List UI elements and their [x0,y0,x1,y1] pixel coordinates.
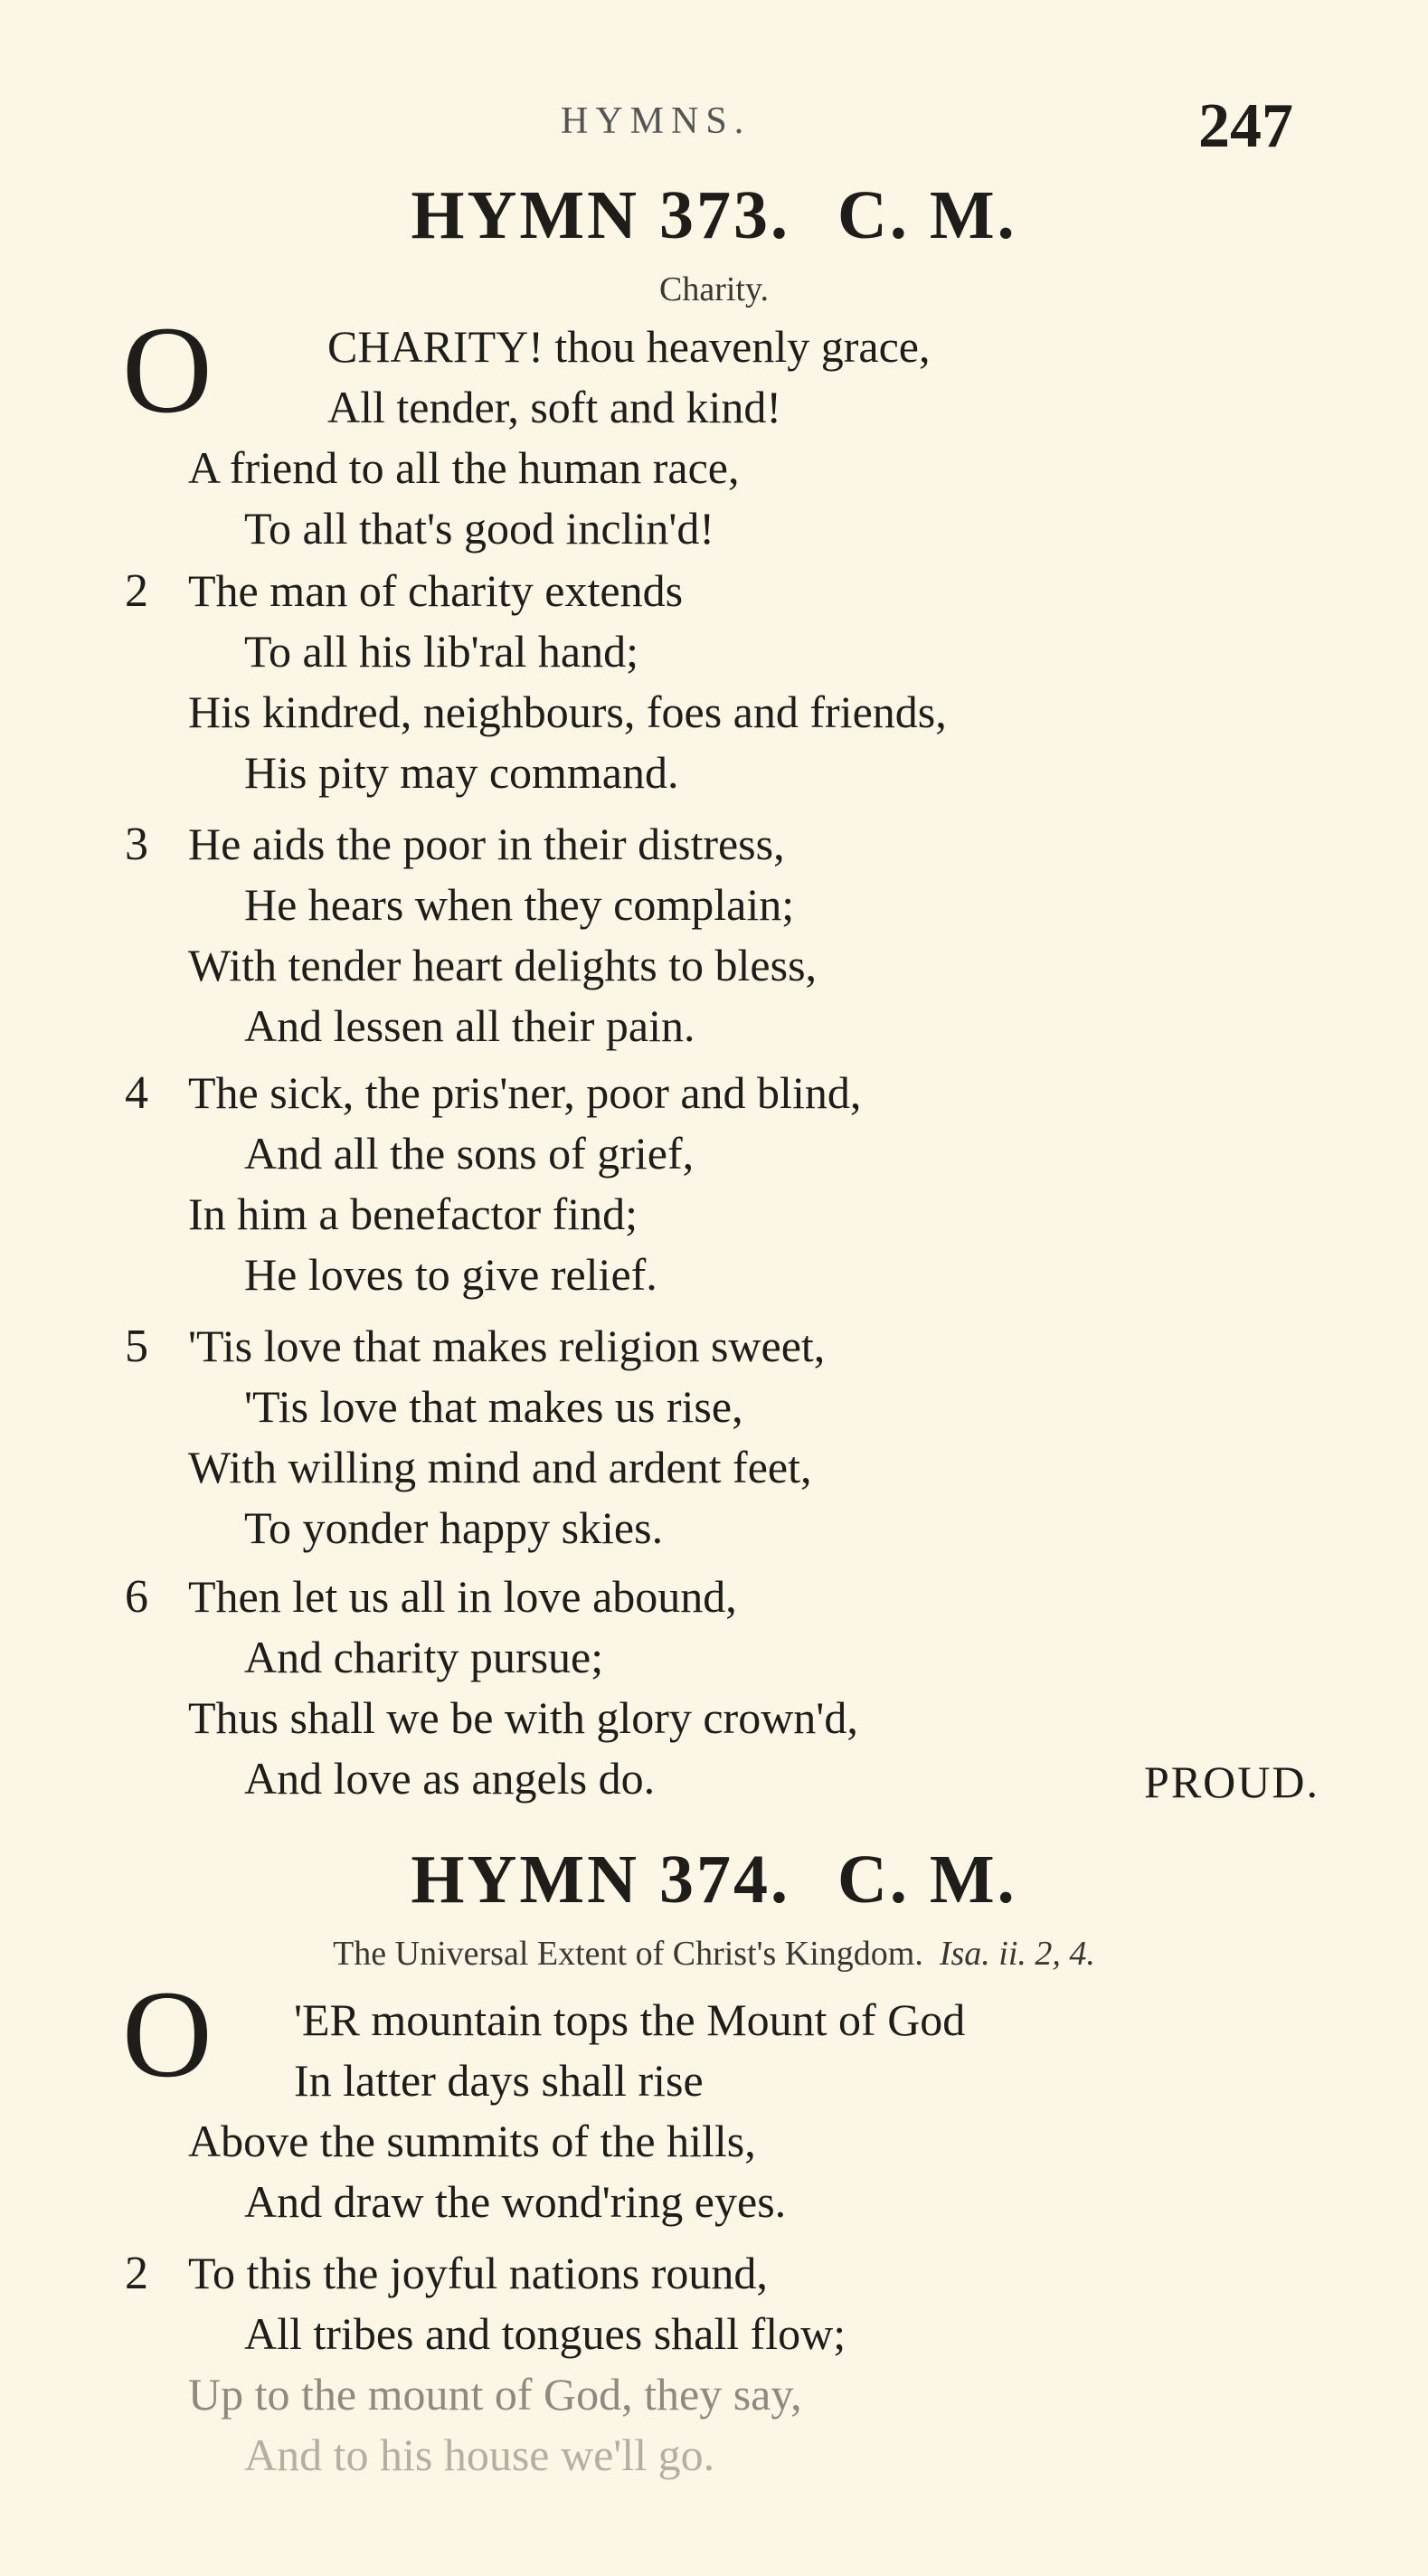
verse-line: A friend to all the human race, [188,442,740,493]
verse-line: And all the sons of grief, [244,1128,695,1179]
verse-line: He aids the poor in their distress, [188,819,785,869]
stanza-number: 4 [125,1067,148,1119]
hymn-meter: C. M. [837,177,1017,253]
verse-line: 'Tis love that makes us rise, [244,1381,743,1432]
author-attribution: PROUD. [1144,1757,1319,1807]
verse-line: And draw the wond'ring eyes. [244,2176,787,2227]
verse-line: To this the joyful nations round, [188,2248,768,2298]
scripture-reference: Isa. ii. 2, 4. [939,1935,1095,1973]
verse-line: To all his lib'ral hand; [244,626,638,677]
verse-line: The man of charity extends [188,565,684,616]
verse-line: The sick, the pris'ner, poor and blind, [188,1067,862,1118]
stanza-number: 5 [125,1321,148,1372]
verse-line: All tribes and tongues shall flow; [244,2308,846,2359]
verse-line: Thus shall we be with glory crown'd, [188,1692,858,1743]
verse-line: Up to the mount of God, they say, [188,2369,802,2420]
stanza-number: 6 [125,1571,148,1623]
verse-line: Above the summits of the hills, [188,2116,756,2166]
verse-line: 'ER mountain tops the Mount of God [294,1994,966,2045]
drop-cap: O [122,1965,213,2103]
verse-line: Then let us all in love abound, [188,1571,737,1622]
verse-line: To all that's good inclin'd! [244,503,714,554]
verse-line: 'Tis love that makes religion sweet, [188,1321,826,1371]
hymn-373-subtitle: Charity. [658,270,769,308]
verse-line: And lessen all their pain. [244,1000,695,1051]
subtitle-text: The Universal Extent of Christ's Kingdom. [333,1935,923,1973]
verse-line: And to his house we'll go. [244,2429,715,2480]
stanza-number: 2 [125,2248,148,2299]
stanza-number: 3 [125,819,148,870]
verse-line: He hears when they complain; [244,879,795,930]
verse-line: In latter days shall rise [294,2055,704,2106]
page-number: 247 [1198,91,1293,161]
verse-line: With tender heart delights to bless, [188,940,818,990]
verse-line: His pity may command. [244,747,679,798]
verse-line: CHARITY! thou heavenly grace, [327,321,931,372]
verse-line: And love as angels do. [244,1753,656,1804]
stanza-number: 2 [125,565,148,617]
verse-line: And charity pursue; [244,1632,604,1682]
verse-line: He loves to give relief. [244,1249,657,1300]
hymn-number: HYMN 374. [411,1842,790,1918]
running-head [0,90,1428,161]
verse-line: All tender, soft and kind! [327,382,782,432]
hymn-number: HYMN 373. [411,177,790,253]
hymn-meter: C. M. [837,1842,1017,1918]
verse-line: To yonder happy skies. [244,1502,664,1553]
running-title: HYMNS. [561,100,752,142]
drop-cap: O [122,300,213,439]
verse-line: With willing mind and ardent feet, [188,1442,812,1492]
hymn-374-subtitle [0,1934,1428,1974]
verse-line: In him a benefactor find; [188,1189,638,1239]
hymn-374-title [0,1841,1428,1919]
hymn-373-title [0,176,1428,255]
verse-line: His kindred, neighbours, foes and friends, [188,687,947,737]
